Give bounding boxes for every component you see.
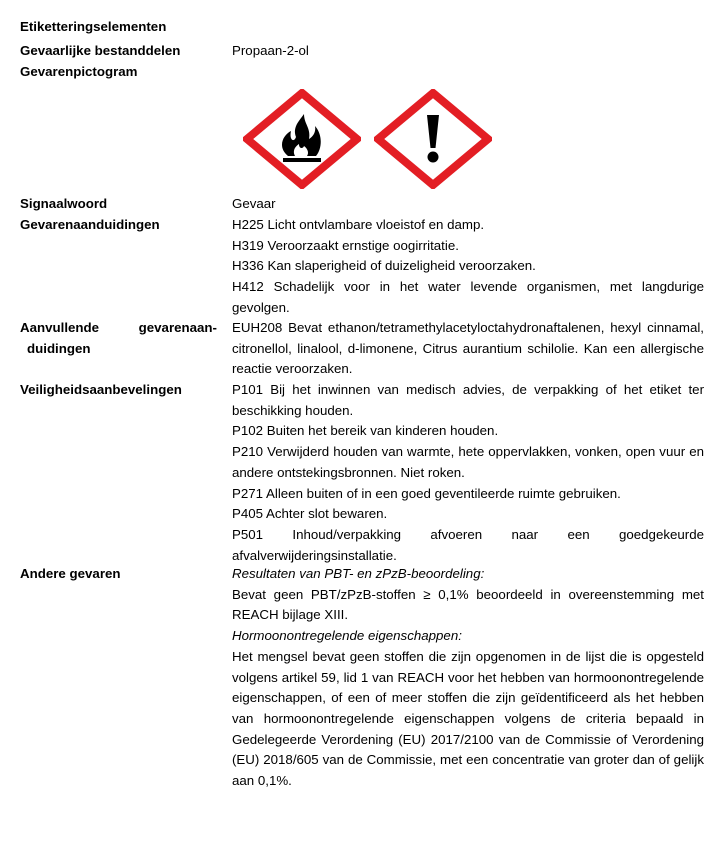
precautionary-statements-list — [232, 380, 704, 566]
precautionary-statements-label: Veiligheidsaanbevelingen — [20, 382, 182, 397]
hazard-statements-list — [232, 215, 704, 319]
section-heading: Etiketteringselementen — [20, 19, 167, 34]
endocrine-heading: Hormoonontregelende eigenschappen: — [232, 628, 462, 644]
hazardous-components-value: Propaan-2-ol — [232, 43, 309, 58]
precautionary-statement: P101 Bij het inwinnen van medisch advies, de verpakking of het etiket ter beschikking houden. — [232, 382, 704, 418]
precautionary-statement: P102 Buiten het bereik van kinderen houden. — [232, 423, 499, 439]
supplemental-hazards-label — [20, 318, 217, 359]
signal-word-label: Signaalwoord — [20, 196, 108, 211]
hazard-pictograms — [243, 89, 503, 189]
precautionary-statement: P405 Achter slot bewaren. — [232, 506, 388, 522]
precautionary-statement: P271 Alleen buiten of in een goed geventileerde ruimte gebruiken. — [232, 485, 621, 501]
supplemental-hazards-label-line1: Aanvullende gevarenaan- — [20, 320, 217, 335]
exclamation-pictogram-icon — [374, 89, 492, 189]
hazard-statement: H336 Kan slaperigheid of duizeligheid veroorzaken. — [232, 258, 536, 274]
endocrine-text: Het mengsel bevat geen stoffen die zijn opgenomen in de lijst die is opgesteld volgens artikel 59, lid 1 van REACH voor het hebben van hormoonontregelende eigenschappen, of een of meer stoffen die zijn geïdentificeerd als het hebben van hormoonontregelende eigenschappen volgens de criteria bepaald in Gedelegeerde Verordening (EU) 2017/2100 van de Commissie of Verordening (EU) 2018/605 van de Commissie, met een concentratie van groter dan of gelijk aan 0,1%. — [232, 648, 704, 789]
other-hazards-label: Andere gevaren — [20, 566, 121, 581]
signal-word-value: Gevaar — [232, 196, 276, 211]
hazard-statement: H225 Licht ontvlambare vloeistof en damp. — [232, 217, 485, 232]
pbt-text: Bevat geen PBT/zPzB-stoffen ≥ 0,1% beoordeeld in overeenstemming met REACH bijlage XIII. — [232, 586, 704, 623]
hazard-statement: H319 Veroorzaakt ernstige oogirritatie. — [232, 237, 459, 253]
precautionary-statement: P501 Inhoud/verpakking afvoeren naar een goedgekeurde afvalverwijderingsinstallatie. — [232, 526, 704, 563]
pictogram-label: Gevarenpictogram — [20, 64, 138, 79]
hazard-statement: H412 Schadelijk voor in het water levende organismen, met langdurige gevolgen. — [232, 279, 704, 315]
other-hazards-content — [232, 564, 704, 792]
pbt-heading: Resultaten van PBT- en zPzB-beoordeling: — [232, 566, 485, 581]
hazard-statements-label: Gevarenaanduidingen — [20, 217, 160, 232]
flame-pictogram-icon — [243, 89, 361, 189]
supplemental-hazards-value: EUH208 Bevat ethanon/tetramethylacetyloctahydronaftalenen, hexyl cinnamal, citronellol, linalool, d-limonene, Citrus aurantium schilolie. Kan een allergische reactie veroorzaken. — [232, 320, 704, 377]
supplemental-hazards-label-line2: duidingen — [27, 340, 91, 356]
precautionary-statement: P210 Verwijderd houden van warmte, hete oppervlakken, vonken, open vuur en andere ontstekingsbronnen. Niet roken. — [232, 444, 704, 480]
hazardous-components-label: Gevaarlijke bestanddelen — [20, 43, 181, 58]
